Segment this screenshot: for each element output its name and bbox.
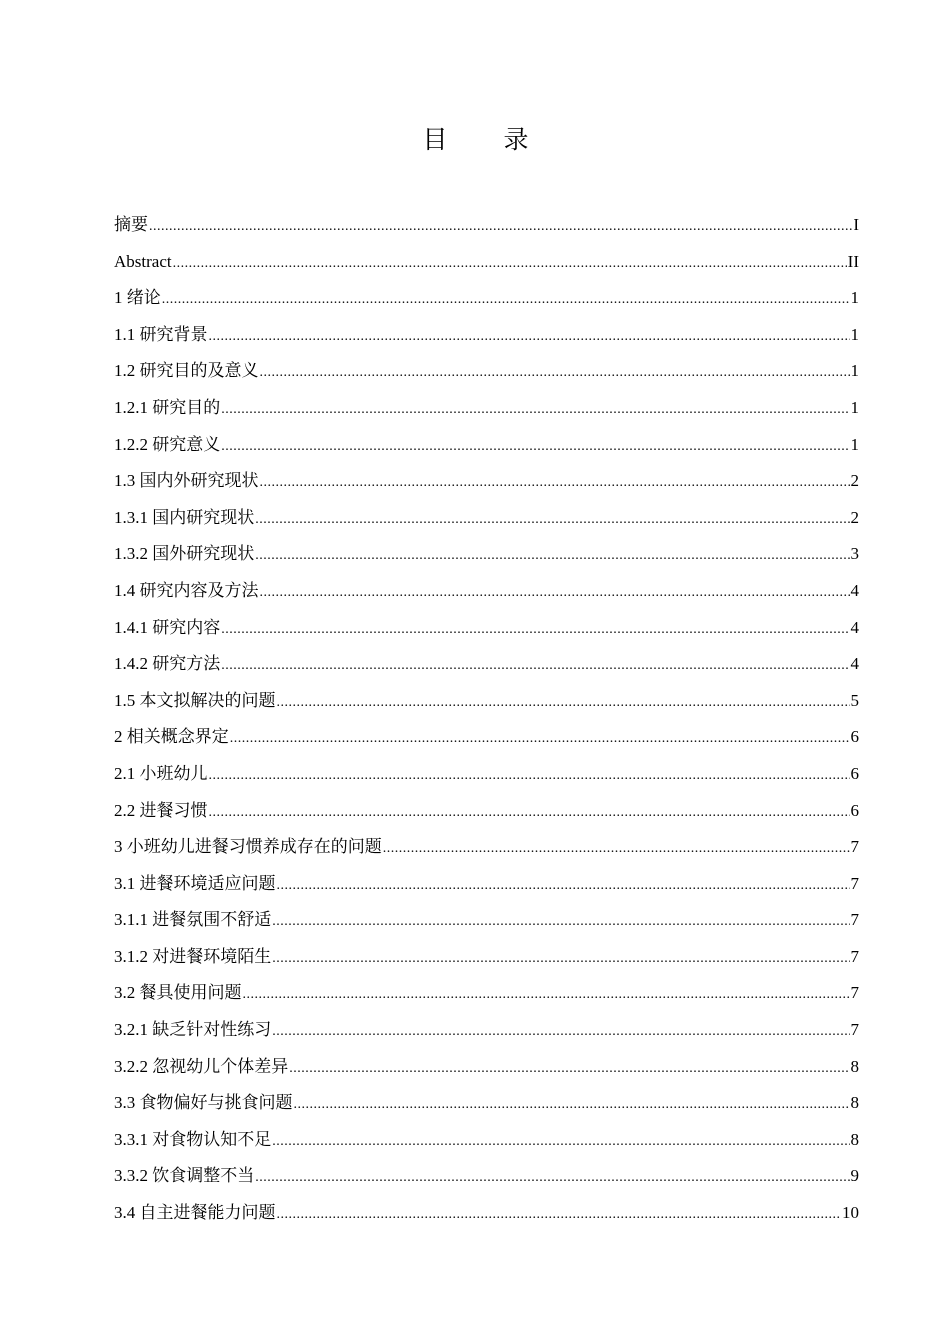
toc-entry-label: 3.2.2 忽视幼儿个体差异 xyxy=(114,1056,289,1076)
toc-entry[interactable] xyxy=(114,795,859,832)
toc-entry[interactable] xyxy=(114,1051,859,1088)
toc-entry-label: 1.4.2 研究方法 xyxy=(114,654,221,674)
toc-entry-page: 9 xyxy=(850,1166,859,1186)
page-title: 目 录 xyxy=(422,125,553,154)
dot-leader xyxy=(209,760,850,791)
toc-entry[interactable] xyxy=(114,319,859,356)
toc-entry-label: Abstract xyxy=(114,251,172,271)
dot-leader xyxy=(221,431,849,462)
toc-entry[interactable] xyxy=(114,1124,859,1161)
toc-entry[interactable] xyxy=(114,758,859,795)
toc-entry-page: 8 xyxy=(850,1056,859,1076)
toc-entry-label: 1.4.1 研究内容 xyxy=(114,617,221,637)
toc-entry[interactable] xyxy=(114,904,859,941)
toc-entry[interactable] xyxy=(114,1160,859,1197)
dot-leader xyxy=(255,1162,849,1193)
toc-entry-page: 7 xyxy=(850,837,859,857)
toc-entry[interactable] xyxy=(114,209,859,246)
toc-entry[interactable] xyxy=(114,282,859,319)
dot-leader xyxy=(173,248,847,279)
dot-leader xyxy=(255,540,849,571)
toc-entry-label: 1.3.2 国外研究现状 xyxy=(114,544,255,564)
toc-entry-label: 3.2 餐具使用问题 xyxy=(114,983,242,1003)
toc-entry-page: 7 xyxy=(850,910,859,930)
dot-leader xyxy=(272,943,849,974)
dot-leader xyxy=(221,614,849,645)
toc-entry-page: 5 xyxy=(850,690,859,710)
toc-entry-page: 7 xyxy=(850,983,859,1003)
toc-entry-label: 3.2.1 缺乏针对性练习 xyxy=(114,1020,272,1040)
toc-entry-page: 10 xyxy=(842,1203,859,1223)
toc-entry-label: 3.3 食物偏好与挑食问题 xyxy=(114,1093,293,1113)
toc-entry-page: II xyxy=(847,251,859,271)
dot-leader xyxy=(260,467,850,498)
toc-entry-label: 1.1 研究背景 xyxy=(114,324,208,344)
dot-leader xyxy=(162,284,850,315)
toc-entry-page: 6 xyxy=(850,727,859,747)
toc-entry-label: 3.1.2 对进餐环境陌生 xyxy=(114,946,272,966)
toc-entry[interactable] xyxy=(114,538,859,575)
toc-entry[interactable] xyxy=(114,977,859,1014)
toc-entry-label: 3.1 进餐环境适应问题 xyxy=(114,873,276,893)
toc-entry-page: 4 xyxy=(850,580,859,600)
toc-entry[interactable] xyxy=(114,355,859,392)
toc-entry-label: 1.3 国内外研究现状 xyxy=(114,471,259,491)
toc-entry-label: 3.3.2 饮食调整不当 xyxy=(114,1166,255,1186)
dot-leader xyxy=(221,394,849,425)
dot-leader xyxy=(260,577,850,608)
toc-entry[interactable] xyxy=(114,648,859,685)
toc-entry-label: 1.3.1 国内研究现状 xyxy=(114,507,255,527)
toc-entry[interactable] xyxy=(114,1014,859,1051)
dot-leader xyxy=(289,1053,849,1084)
toc-entry[interactable] xyxy=(114,868,859,905)
toc-entry[interactable] xyxy=(114,575,859,612)
dot-leader xyxy=(260,357,850,388)
toc-entry-page: 7 xyxy=(850,946,859,966)
toc-entry[interactable] xyxy=(114,1087,859,1124)
toc-entry-page: 2 xyxy=(850,471,859,491)
dot-leader xyxy=(221,650,849,681)
toc-entry-label: 1.2 研究目的及意义 xyxy=(114,361,259,381)
toc-entry-page: 7 xyxy=(850,873,859,893)
dot-leader xyxy=(230,723,850,754)
toc-entry[interactable] xyxy=(114,941,859,978)
toc-entry-page: 1 xyxy=(850,397,859,417)
dot-leader xyxy=(383,833,850,864)
toc-entry[interactable] xyxy=(114,429,859,466)
toc-entry-page: 2 xyxy=(850,507,859,527)
dot-leader xyxy=(243,979,850,1010)
dot-leader xyxy=(209,797,850,828)
dot-leader xyxy=(209,321,850,352)
toc-entry-label: 3.3.1 对食物认知不足 xyxy=(114,1129,272,1149)
dot-leader xyxy=(277,870,850,901)
toc-entry[interactable] xyxy=(114,392,859,429)
dot-leader xyxy=(272,1016,849,1047)
toc-entry-page: 8 xyxy=(850,1093,859,1113)
toc-entry-label: 2.1 小班幼儿 xyxy=(114,763,208,783)
toc-entry-page: 8 xyxy=(850,1129,859,1149)
toc-entry-label: 1.2.1 研究目的 xyxy=(114,397,221,417)
toc-entry[interactable] xyxy=(114,465,859,502)
toc-entry-page: 6 xyxy=(850,800,859,820)
toc-entry-label: 1.5 本文拟解决的问题 xyxy=(114,690,276,710)
toc-entry-label: 2 相关概念界定 xyxy=(114,727,229,747)
toc-entry-label: 1.2.2 研究意义 xyxy=(114,434,221,454)
dot-leader xyxy=(272,906,849,937)
toc-entry-label: 2.2 进餐习惯 xyxy=(114,800,208,820)
toc-entry-page: 4 xyxy=(850,617,859,637)
toc-entry[interactable] xyxy=(114,612,859,649)
toc-entry-page: 6 xyxy=(850,763,859,783)
toc-entry[interactable] xyxy=(114,1197,859,1234)
toc-entry-label: 1.4 研究内容及方法 xyxy=(114,580,259,600)
toc-entry-page: 4 xyxy=(850,654,859,674)
dot-leader xyxy=(277,1199,842,1230)
toc-entry-page: I xyxy=(853,215,859,234)
toc-entry-page: 1 xyxy=(850,434,859,454)
toc-entry[interactable] xyxy=(114,831,859,868)
toc-entry[interactable] xyxy=(114,721,859,758)
toc-entry-label: 3.4 自主进餐能力问题 xyxy=(114,1203,276,1223)
toc-entry-label: 摘要 xyxy=(114,215,148,234)
toc-entry-page: 1 xyxy=(850,288,859,308)
toc-entry-label: 3.1.1 进餐氛围不舒适 xyxy=(114,910,272,930)
table-of-contents xyxy=(114,209,859,1234)
toc-entry-label: 1 绪论 xyxy=(114,288,161,308)
toc-entry-page: 1 xyxy=(850,361,859,381)
toc-entry-label: 3 小班幼儿进餐习惯养成存在的问题 xyxy=(114,837,382,857)
dot-leader xyxy=(294,1089,850,1120)
toc-entry[interactable] xyxy=(114,502,859,539)
dot-leader xyxy=(272,1126,849,1157)
toc-entry-page: 7 xyxy=(850,1020,859,1040)
toc-entry-page: 1 xyxy=(850,324,859,344)
dot-leader xyxy=(149,211,852,242)
dot-leader xyxy=(277,687,850,718)
toc-entry[interactable] xyxy=(114,246,859,283)
toc-entry[interactable] xyxy=(114,685,859,722)
toc-entry-page: 3 xyxy=(850,544,859,564)
dot-leader xyxy=(255,504,849,535)
